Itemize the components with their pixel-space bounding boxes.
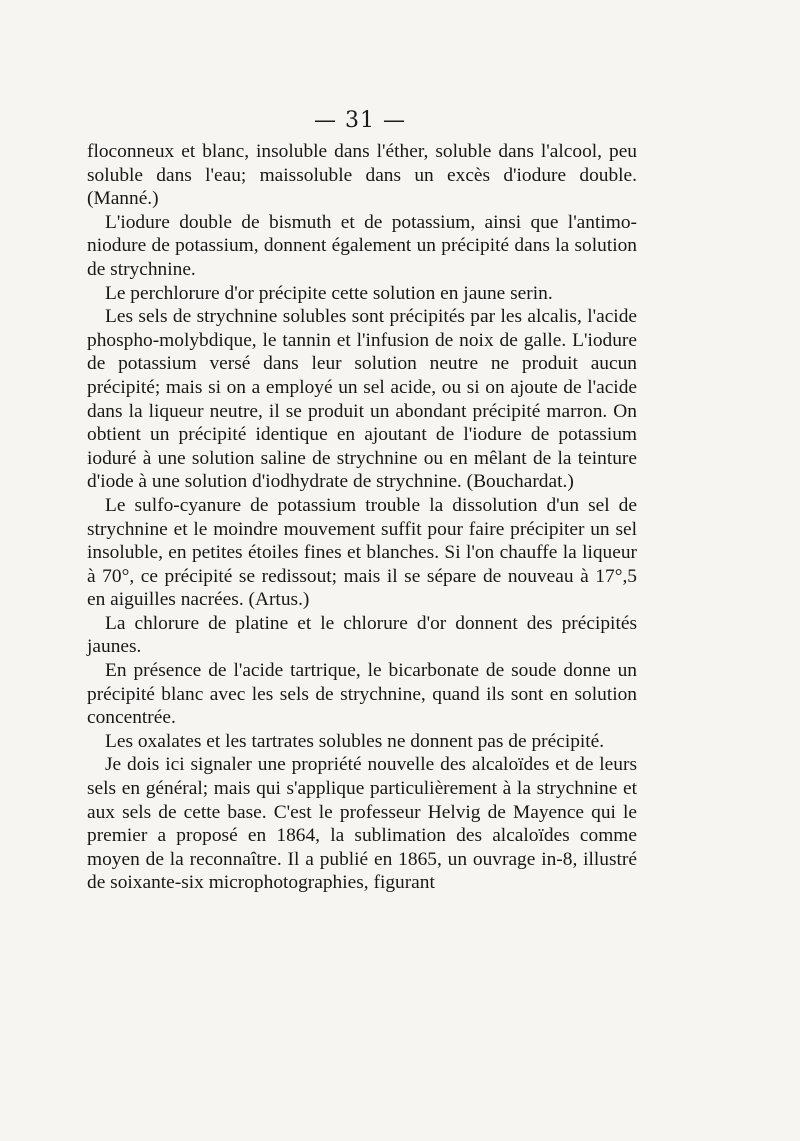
page-number: — 31 —: [314, 108, 406, 133]
paragraph: La chlorure de platine et le chlorure d'or donnent des précipités jaunes.: [87, 612, 637, 658]
paragraph: Le perchlorure d'or précipite cette solution en jaune serin.: [105, 282, 553, 304]
paragraph: L'iodure double de bismuth et de potassium, ainsi que l'antimo-niodure de potassium, donnent également un précipité dans la solution de strychnine.: [87, 211, 637, 280]
paragraph: Les oxalates et les tartrates solubles ne donnent pas de précipité.: [105, 730, 605, 752]
paragraph: Le sulfo-cyanure de potassium trouble la dissolution d'un sel de strychnine et le moindre mouvement suffit pour faire précipiter un sel insoluble, en petites étoiles fines et blanches. Si l'on chauffe la liqueur à 70°, ce précipité se redissout; mais il se sépare de nouveau à 17°,5 en aiguilles nacrées. (Artus.): [87, 494, 637, 611]
body-text: [87, 140, 637, 895]
paragraph: Les sels de strychnine solubles sont précipités par les alcalis, l'acide phospho-molybdique, le tannin et l'infusion de noix de galle. L'iodure de potassium versé dans leur solution neutre ne produit aucun précipité; mais si on a employé un sel acide, ou si on ajoute de l'acide dans la liqueur neutre, il se produit un abondant précipité marron. On obtient un précipité identique en ajoutant de l'iodure de potassium ioduré à une solution saline de strychnine ou en mêlant de la teinture d'iode à une solution d'iodhydrate de strychnine. (Bouchardat.): [87, 306, 637, 493]
paragraph: Je dois ici signaler une propriété nouvelle des alcaloïdes et de leurs sels en général; mais qui s'applique particulièrement à la strychnine et aux sels de cette base. C'est le professeur Helvig de Mayence qui le premier a proposé en 1864, la sublimation des alcaloïdes comme moyen de la reconnaître. Il a publié en 1865, un ouvrage in-8, illustré de soixante-six microphotographies, figurant: [87, 754, 637, 894]
paragraph: floconneux et blanc, insoluble dans l'éther, soluble dans l'alcool, peu soluble dans l'eau; maissoluble dans un excès d'iodure double. (Manné.): [87, 141, 637, 210]
paragraph: En présence de l'acide tartrique, le bicarbonate de soude donne un précipité blanc avec les sels de strychnine, quand ils sont en solution concentrée.: [87, 660, 637, 729]
